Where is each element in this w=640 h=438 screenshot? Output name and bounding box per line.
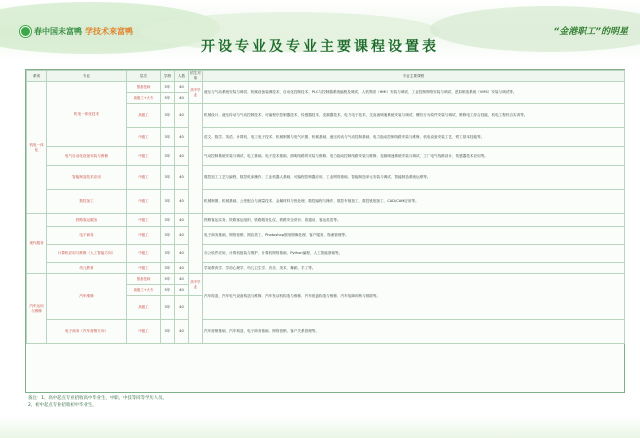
courses-cell: 液压与气动系统安装与调试、机械设备装调技术、自动化控制技术、PLC与控制器系统编程及调试、人机界面（HMI）安装与调试、工业控制网络安装与调试、虚拟制造系统（VMS）安装与调试等。 <box>203 82 625 104</box>
major-cell: 电气自动化设备安装与维修 <box>47 147 127 166</box>
note-line: 备注：1、高中起点专业招收高中毕业生、中职、中技等同等学历人员。 <box>28 396 167 401</box>
course-table <box>26 70 625 344</box>
courses-cell: 汽车营销基础、汽车构造、电子商务基础、网络营销、客户关系管理等。 <box>203 320 625 344</box>
department-cell: 汽车运用与维修 <box>27 274 47 344</box>
note-line: 2、初中起点专业招收初中毕业生。 <box>28 403 97 408</box>
count-cell: 40 <box>175 104 189 128</box>
major-cell: 幼儿教育 <box>47 263 127 274</box>
courses-cell: 铁路客运实务、铁路客运组织、铁路服务礼仪、铁路安全常识、普通话、客运英语等。 <box>203 214 625 227</box>
years-cell: 3年 <box>161 263 175 274</box>
header-cell: 层次 <box>127 71 161 82</box>
level-cell: 中级工 <box>127 128 161 147</box>
courses-cell: 学前教育学、学前心理学、幼儿卫生学、音乐、美术、舞蹈、手工等。 <box>203 263 625 274</box>
table-row <box>27 190 625 214</box>
courses-cell: 电子商务基础、网络营销、网店美工、Photoshop图形图像处理、客户服务、物流管理等。 <box>203 227 625 245</box>
target-cell: 高中毕业 <box>189 274 203 296</box>
level-cell: 中级工 <box>127 190 161 214</box>
years-cell: 3年 <box>161 147 175 166</box>
level-cell: 中级工 <box>127 147 161 166</box>
years-cell: 3年 <box>161 104 175 128</box>
table-row <box>27 320 625 344</box>
header-cell: 专业 <box>47 71 127 82</box>
years-cell: 3年 <box>161 190 175 214</box>
major-cell: 数控加工 <box>47 190 127 214</box>
target-cell <box>189 104 203 214</box>
header-cell: 系别 <box>27 71 47 82</box>
table-row <box>27 166 625 190</box>
level-cell: 预备技师 <box>127 274 161 285</box>
years-cell: 3年 <box>161 320 175 344</box>
department-cell: 机电一体化 <box>27 82 47 214</box>
slogan-text: “金港职工”的明星 <box>553 27 628 37</box>
count-cell: 40 <box>175 93 189 104</box>
years-cell: 5年 <box>161 93 175 104</box>
table-row <box>27 82 625 93</box>
department-cell: 现代服务 <box>27 214 47 274</box>
major-cell: 机电一体化技术 <box>47 82 127 147</box>
level-cell: 中级工 <box>127 214 161 227</box>
level-cell: 高级工+大专 <box>127 93 161 104</box>
target-cell <box>189 214 203 274</box>
years-cell: 5年 <box>161 274 175 285</box>
count-cell: 40 <box>175 320 189 344</box>
major-cell: 汽车维修 <box>47 274 127 320</box>
header-cell: 专业主要课程 <box>203 71 625 82</box>
courses-cell: 汽车构造、汽车电气设备构造与维修、汽车发动机构造与维修、汽车底盘构造与维修、汽车故障诊断与排除等。 <box>203 274 625 320</box>
count-cell: 40 <box>175 296 189 320</box>
courses-cell: 气动控制系统安装与调试、电工基础、电子技术基础、照明线路的安装与维修、电力拖动控制线路安装与维修、变频调速系统安装与调试、工厂电气线路设计、传感器技术应用等。 <box>203 147 625 166</box>
footer-background <box>0 416 640 438</box>
level-cell: 中级工 <box>127 320 161 344</box>
years-cell: 3年 <box>161 166 175 190</box>
level-cell: 中级工 <box>127 227 161 245</box>
years-cell: 3年 <box>161 128 175 147</box>
header-cell: 人数 <box>175 71 189 82</box>
major-cell: 电子商务 <box>47 227 127 245</box>
major-cell: 计算机应用与维修（人工智能方向） <box>47 245 127 263</box>
table-row <box>27 263 625 274</box>
major-cell: 智能制造技术应用 <box>47 166 127 190</box>
count-cell: 40 <box>175 245 189 263</box>
count-cell: 40 <box>175 190 189 214</box>
table-row <box>27 227 625 245</box>
courses-cell: 数控加工工艺与编程、数控机床操作、工业机器人基础、可编程控制器应用、工业网络基础、智能制造单元安装与调试、智能制造系统运维等。 <box>203 166 625 190</box>
level-cell: 高级工 <box>127 104 161 128</box>
level-cell: 预备技师 <box>127 82 161 93</box>
courses-cell: 办公软件应用、计算机组装与维护、计算机网络基础、Python编程、人工智能基础等。 <box>203 245 625 263</box>
years-cell: 3年 <box>161 227 175 245</box>
table-header-row <box>27 71 625 82</box>
courses-cell: 语文、数学、英语、计算机、电工电子技术、机械制图与电气识图、机械基础、液压传动与气动控制基础、电力拖动控制线路安装与维修、机电设备安装工艺、钳工基本技能等。 <box>203 128 625 147</box>
years-cell: 5年 <box>161 82 175 93</box>
count-cell: 40 <box>175 263 189 274</box>
count-cell: 40 <box>175 214 189 227</box>
years-cell: 3年 <box>161 245 175 263</box>
brand-sub: 学技术来富鸭 <box>85 26 133 36</box>
level-cell: 高级工+大专 <box>127 285 161 296</box>
brand-logo-icon <box>20 26 31 37</box>
level-cell: 高级工 <box>127 296 161 320</box>
notes <box>28 395 618 409</box>
table-row <box>27 214 625 227</box>
brand-name: 春中国未富鸭 <box>34 26 82 36</box>
count-cell: 40 <box>175 227 189 245</box>
courses-cell: 机械制图、机械基础、公差配合与测量技术、金属材料与热处理、数控编程与操作、数控车削加工、数控铣削加工、CAD/CAM应用等。 <box>203 190 625 214</box>
years-cell: 3年 <box>161 296 175 320</box>
header-cell: 招生对象 <box>190 71 201 80</box>
years-cell: 3年 <box>161 214 175 227</box>
count-cell: 40 <box>175 285 189 296</box>
major-cell: 电子商务（汽车营销方向） <box>47 320 127 344</box>
count-cell: 40 <box>175 166 189 190</box>
level-cell: 中级工 <box>127 263 161 274</box>
target-cell <box>189 296 203 344</box>
count-cell: 40 <box>175 82 189 93</box>
table-row <box>27 274 625 285</box>
table-body <box>27 82 625 344</box>
course-table-frame <box>25 69 625 393</box>
page-title: 开设专业及专业主要课程设置表 <box>201 39 439 55</box>
table-row <box>27 147 625 166</box>
count-cell: 40 <box>175 274 189 285</box>
years-cell: 5年 <box>161 285 175 296</box>
header-cell: 学制 <box>161 71 175 82</box>
major-cell: 铁路客运服务 <box>47 214 127 227</box>
table-row <box>27 245 625 263</box>
count-cell: 40 <box>175 147 189 166</box>
level-cell: 中级工 <box>127 245 161 263</box>
level-cell: 中级工 <box>127 166 161 190</box>
courses-cell: 机械设计、液压传动与气动控制技术、可编程序控制器技术、传感器技术、变频器技术、电力电子技术、交直流调速系统安装与调试、螺纹行为原件安装与调试、维修电工综合技能、机电工程综合实训等。 <box>203 104 625 128</box>
target-cell: 高中毕业 <box>189 82 203 104</box>
count-cell: 40 <box>175 128 189 147</box>
